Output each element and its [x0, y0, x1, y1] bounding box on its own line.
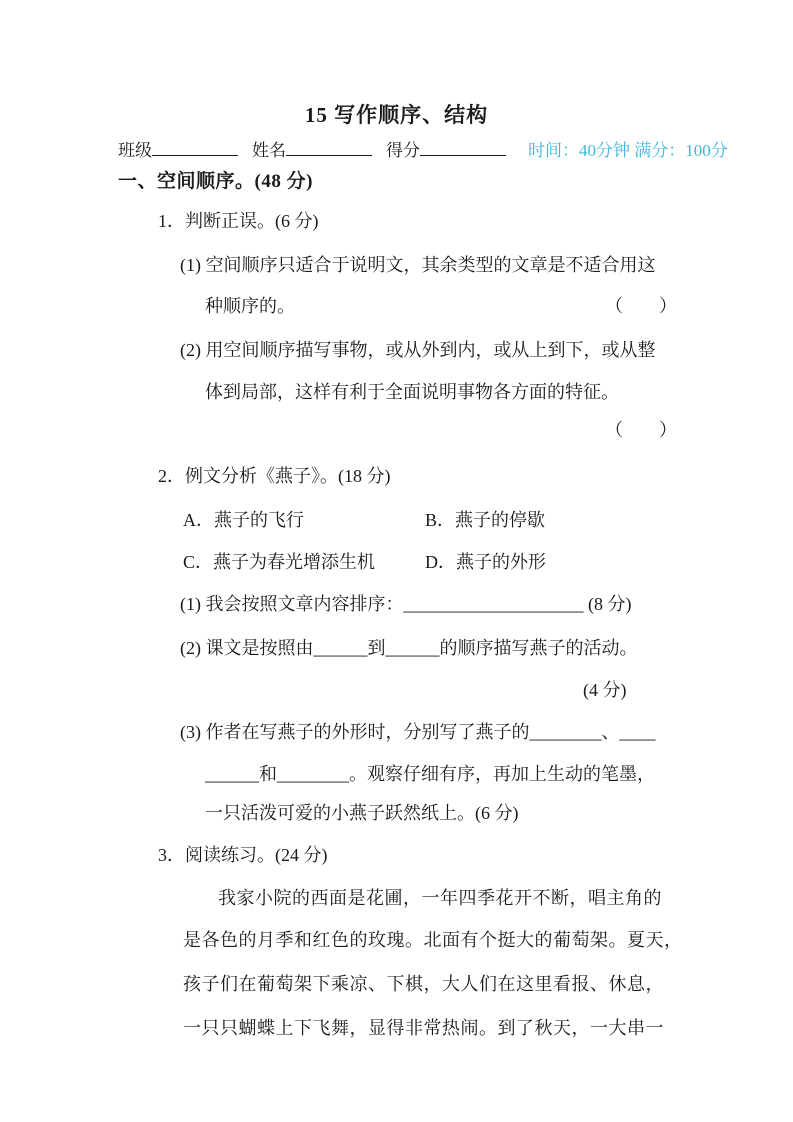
q3-title: 3．阅读练习。(24 分) [158, 845, 328, 865]
q2-options-row1 [183, 509, 683, 532]
q1-item2-answer-bracket: （ ） [605, 420, 677, 440]
q3-paragraph-line3: 孩子们在葡萄架下乘凉、下棋，大人们在这里看报、休息， [183, 974, 664, 994]
q2-option-b: B．燕子的停歇 [425, 510, 546, 530]
name-blank [286, 139, 372, 156]
q2-item2-line1: (2) 课文是按照由______到______的顺序描写燕子的活动。 [180, 638, 638, 658]
q2-option-a: A．燕子的飞行 [183, 510, 304, 530]
q2-options-row2 [183, 551, 683, 574]
q2-item3-line1: (3) 作者在写燕子的外形时，分别写了燕子的________、____ [180, 722, 656, 742]
q3-paragraph-line4: 一只只蝴蝶上下飞舞，显得非常热闹。到了秋天，一大串一 [183, 1018, 664, 1038]
q1-item1-line2: 种顺序的。 [205, 296, 295, 316]
q1-item2-line2: 体到局部，这样有利于全面说明事物各方面的特征。 [205, 382, 619, 402]
score-blank [420, 139, 506, 156]
class-label: 班级 [118, 141, 152, 160]
q2-item1: (1) 我会按照文章内容排序：____________________ (8 分) [180, 594, 632, 614]
class-blank [152, 139, 238, 156]
page-title: 15 写作顺序、结构 [304, 103, 489, 127]
q1-item1-line1: (1) 空间顺序只适合于说明文，其余类型的文章是不适合用这 [180, 255, 656, 275]
q1-item2-line1: (2) 用空间顺序描写事物，或从外到内，或从上到下，或从整 [180, 340, 656, 360]
q2-option-c: C．燕子为春光增添生机 [183, 552, 376, 572]
header-fields [118, 139, 728, 161]
q2-item3-line3: 一只活泼可爱的小燕子跃然纸上。(6 分) [205, 803, 519, 823]
q1-item1-answer-bracket: （ ） [605, 296, 677, 316]
name-label: 姓名 [252, 141, 286, 160]
q2-title: 2．例文分析《燕子》。(18 分) [158, 466, 391, 486]
score-label: 得分 [386, 141, 420, 160]
q3-paragraph-line2: 是各色的月季和红色的玫瑰。北面有个挺大的葡萄架。夏天， [183, 930, 683, 950]
q1-title: 1．判断正误。(6 分) [158, 211, 319, 231]
q2-item2-score: (4 分) [583, 680, 627, 700]
q2-option-d: D．燕子的外形 [425, 552, 546, 572]
section-one-heading: 一、空间顺序。(48 分) [118, 171, 313, 192]
time-score-info: 时间：40分钟 满分：100分 [528, 141, 728, 160]
q2-item3-line2: ______和________。观察仔细有序，再加上生动的笔墨， [205, 764, 655, 784]
q3-paragraph-line1: 我家小院的西面是花圃，一年四季花开不断，唱主角的 [218, 888, 662, 908]
